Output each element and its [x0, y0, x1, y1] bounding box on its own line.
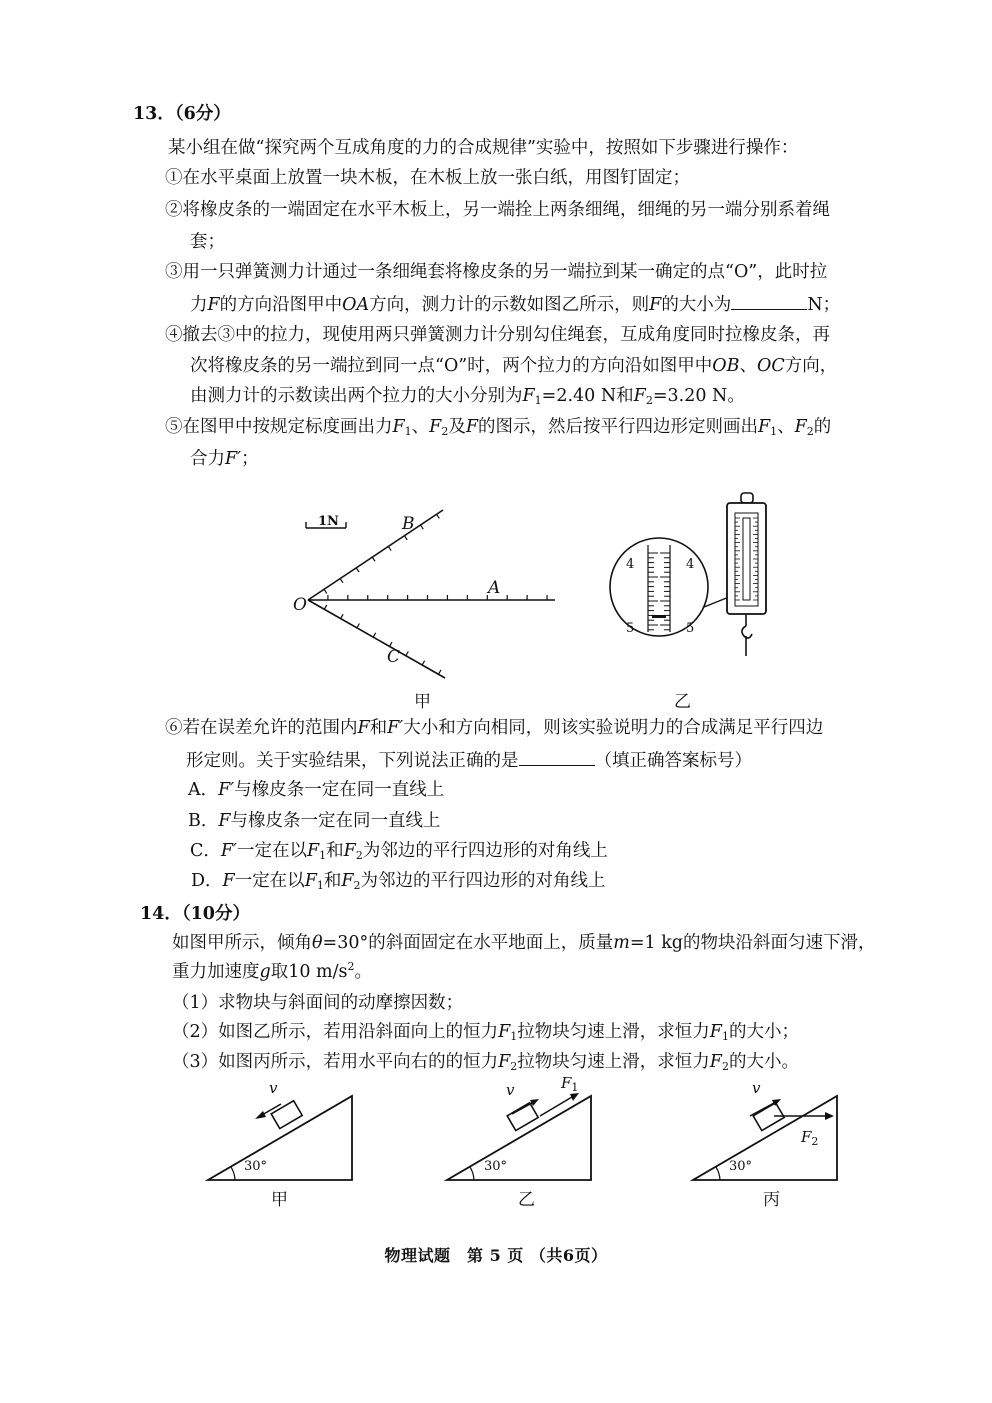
q14-intro-line1: 如图甲所示，倾角θ=30°的斜面固定在水平地面上，质量m=1 kg的物块沿斜面匀速下滑， — [172, 933, 876, 953]
tick-mark — [372, 557, 375, 561]
q13-step5-line2: 合力F′； — [190, 449, 259, 469]
caption-incline-jia: 甲 — [271, 1190, 288, 1210]
velocity-label-jia: v — [269, 1079, 278, 1097]
answer-blank-choice[interactable] — [519, 748, 595, 766]
velocity-arrow-down — [255, 1111, 266, 1119]
label-O: O — [293, 595, 307, 615]
label-B: B — [402, 514, 415, 534]
q13-step6-line2: 形定则。关于实验结果，下列说法正确的是 （填正确答案标号） — [186, 748, 752, 772]
incline-figure-yi — [444, 1092, 594, 1184]
q13-step3-line2: 力F的方向沿图甲中OA方向，测力计的示数如图乙所示，则F的大小为 N； — [190, 292, 840, 316]
tick-mark — [356, 568, 359, 572]
block — [271, 1101, 302, 1129]
force-label-f1: $F_1$ — [561, 1074, 579, 1094]
tick-mark — [421, 525, 424, 529]
force-arrow-f2 — [825, 1112, 834, 1120]
magnified-scale-ticks — [648, 553, 670, 630]
caption-jia: 甲 — [414, 692, 431, 712]
q13-step1: ①在水平桌面上放置一块木板，在木板上放一张白纸，用图钉固定； — [165, 168, 690, 188]
tick-mark — [340, 579, 343, 583]
scale-body — [727, 503, 766, 614]
caption-incline-bing: 丙 — [763, 1190, 780, 1210]
zoom-tick-5-left: 5 — [626, 621, 635, 636]
q13-step6-line1: ⑥若在误差允许的范围内F和F′大小和方向相同，则该实验说明力的合成满足平行四边 — [165, 718, 824, 738]
q14-part1: （1）求物块与斜面间的动摩擦因数； — [172, 993, 464, 1013]
option-B: B．F与橡皮条一定在同一直线上 — [188, 811, 441, 831]
tick-mark — [324, 605, 326, 609]
incline-figure-jia — [205, 1092, 355, 1184]
option-D: D．F一定在以$F_1$和$F_2$为邻边的平行四边形的对角线上 — [191, 871, 606, 892]
q13-step2-line1: ②将橡皮条的一端固定在水平木板上，另一端拴上两条细绳，细绳的另一端分别系着绳 — [165, 200, 830, 220]
q14-header: 14．（10分） — [140, 904, 250, 924]
force-arrow-f1 — [570, 1093, 579, 1101]
ticks-OC — [324, 605, 441, 674]
answer-blank-f-value[interactable] — [731, 292, 807, 310]
q13-step4-line1: ④撤去③中的拉力，现使用两只弹簧测力计分别勾住绳套，互成角度同时拉橡皮条，再 — [165, 325, 830, 345]
q13-step3-line1: ③用一只弹簧测力计通过一条细绳套将橡皮条的另一端拉到某一确定的点“O”，此时拉 — [165, 262, 828, 282]
tick-mark — [341, 614, 343, 618]
tick-mark — [422, 661, 424, 665]
angle-label-jia: 30° — [244, 1159, 268, 1174]
figure-yi-spring-scale — [608, 488, 778, 673]
ticks-OB — [324, 514, 439, 593]
tick-mark — [373, 633, 375, 637]
tick-mark — [324, 589, 327, 593]
q13-intro: 某小组在做“探究两个互成角度的力的合成规律”实验中，按照如下步骤进行操作： — [168, 138, 799, 158]
scale-label-1N: 1N — [318, 514, 339, 529]
q14-part2: （2）如图乙所示，若用沿斜面向上的恒力$F_1$拉物块匀速上滑，求恒力$F_1$的大小； — [172, 1022, 799, 1043]
tick-mark — [404, 536, 407, 540]
angle-label-yi: 30° — [484, 1159, 508, 1174]
force-label-f2: $F_2$ — [801, 1128, 819, 1148]
caption-incline-yi: 乙 — [518, 1190, 535, 1210]
angle-label-bing: 30° — [729, 1159, 753, 1174]
q14-intro-line2: 重力加速度g取10 $m/s^2$。 — [172, 960, 373, 982]
q13-header: 13．（6分） — [133, 104, 231, 124]
block — [507, 1103, 538, 1131]
tick-mark — [437, 514, 440, 518]
velocity-label-yi: v — [506, 1081, 515, 1099]
q13-step4-line2: 次将橡皮条的另一端拉到同一点“O”时，两个拉力的方向沿如图甲中OB、OC方向， — [190, 356, 838, 376]
page-footer: 物理试题 第 5 页 （共6页） — [384, 1246, 608, 1265]
label-A: A — [488, 578, 501, 598]
label-C: C — [387, 647, 401, 667]
q14-part3: （3）如图丙所示，若用水平向右的的恒力$F_2$拉物块匀速上滑，求恒力$F_2$的大小。 — [172, 1052, 799, 1073]
option-C: C．F′一定在以$F_1$和$F_2$为邻边的平行四边形的对角线上 — [190, 841, 608, 862]
tick-mark — [357, 624, 359, 628]
q13-step5-line1: ⑤在图甲中按规定标度画出力$F_1$、$F_2$及F的图示，然后按平行四边形定则画出$F_1$、$F_2$的 — [165, 417, 832, 438]
tick-mark — [390, 642, 392, 646]
caption-yi: 乙 — [674, 692, 691, 712]
tick-mark — [388, 546, 391, 550]
q13-step4-line3: 由测力计的示数读出两个拉力的大小分别为$F_1=2.40$ N和$F_2=3.20$ N。 — [190, 386, 745, 407]
hook-icon — [742, 626, 752, 638]
option-A: A．F′与橡皮条一定在同一直线上 — [188, 780, 445, 800]
pointer — [652, 615, 666, 618]
zoom-tick-4-right: 4 — [686, 557, 695, 572]
velocity-label-bing: v — [752, 1079, 761, 1097]
zoom-tick-5-right: 5 — [686, 621, 695, 636]
tick-mark — [406, 651, 408, 655]
figure-jia-force-diagram — [290, 505, 560, 685]
tick-mark — [438, 670, 440, 674]
line-OC — [308, 600, 445, 678]
zoom-tick-4-left: 4 — [626, 557, 635, 572]
q13-step2-line2: 套； — [190, 232, 225, 252]
